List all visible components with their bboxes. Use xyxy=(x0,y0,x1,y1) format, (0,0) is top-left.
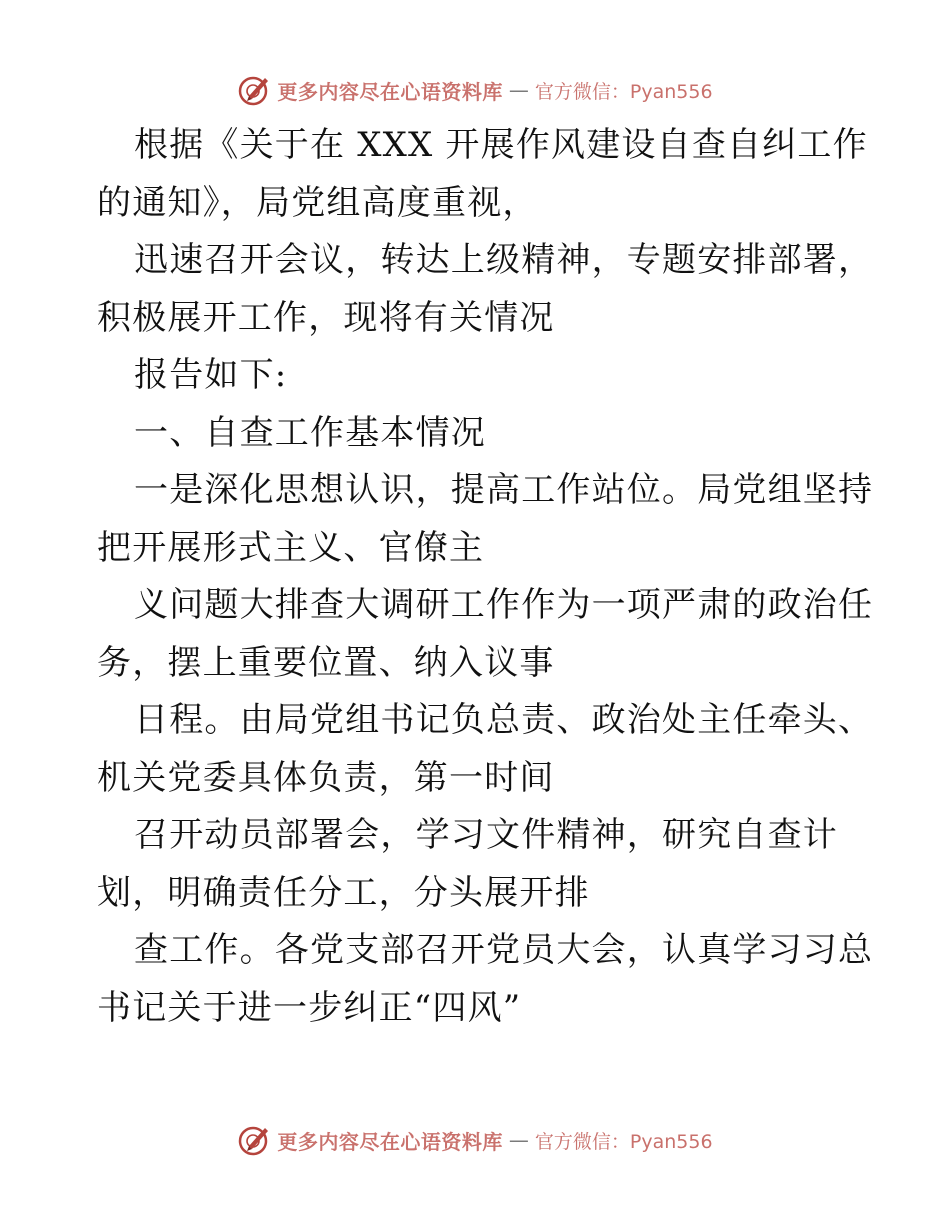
text-line: 一是深化思想认识，提高工作站位。局党组坚持 xyxy=(134,470,874,510)
watermark-contact: 官方微信：Pyan556 xyxy=(534,1130,713,1153)
text-line: 日程。由局党组书记负总责、政治处主任牵头、 xyxy=(134,700,874,740)
watermark-separator: — xyxy=(508,78,529,102)
text-line: 查工作。各党支部召开党员大会，认真学习习总 xyxy=(134,930,874,970)
text-line: 书记关于进一步纠正“四风” xyxy=(97,987,522,1028)
text-line: 召开动员部署会，学习文件精神，研究自查计 xyxy=(134,815,838,855)
text-line: 根据《关于在 XXX 开展作风建设自查自纠工作 xyxy=(134,125,868,165)
text-line: 把开展形式主义、官僚主 xyxy=(97,527,485,568)
watermark-contact: 官方微信：Pyan556 xyxy=(534,80,713,103)
text-line: 迅速召开会议，转达上级精神，专题安排部署， xyxy=(134,240,874,280)
watermark-footer xyxy=(0,1120,950,1160)
text-line: 划，明确责任分工，分头展开排 xyxy=(97,872,590,913)
section-heading: 一、自查工作基本情况 xyxy=(134,412,486,453)
pen-logo-icon xyxy=(237,73,271,107)
watermark-separator: — xyxy=(508,1128,529,1152)
text-line: 义问题大排查大调研工作作为一项严肃的政治任 xyxy=(134,585,874,625)
text-line: 的通知》，局党组高度重视， xyxy=(97,182,538,223)
watermark-text: 更多内容尽在心语资料库 xyxy=(277,1129,503,1154)
watermark-text: 更多内容尽在心语资料库 xyxy=(277,79,503,104)
watermark-header xyxy=(0,70,950,110)
text-line: 积极展开工作，现将有关情况 xyxy=(97,297,555,338)
text-line: 机关党委具体负责，第一时间 xyxy=(97,757,555,798)
pen-logo-icon xyxy=(237,1123,271,1157)
text-line: 报告如下: xyxy=(134,355,288,395)
text-line: 务，摆上重要位置、纳入议事 xyxy=(97,642,555,683)
document-body xyxy=(97,117,874,1037)
